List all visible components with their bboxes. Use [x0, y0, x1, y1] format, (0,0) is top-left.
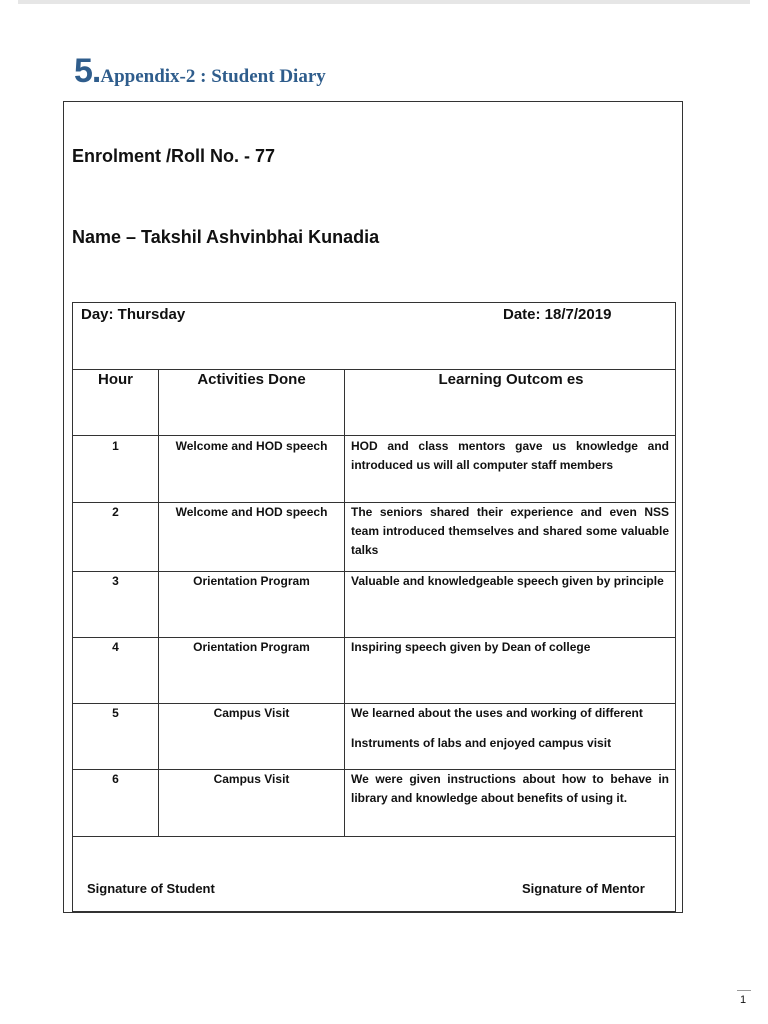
student-name-field: Name – Takshil Ashvinbhai Kunadia: [72, 227, 380, 247]
activity-cell: Welcome and HOD speech: [175, 505, 328, 519]
outcome-cell: We learned about the uses and working of different: [351, 706, 643, 720]
hour-cell: 2: [112, 505, 119, 519]
outcome-cell: The seniors shared their experience and even NSS team introduced themselves and shared some valuable talks: [351, 505, 669, 557]
hour-header: Hour: [98, 371, 133, 388]
activity-cell: Orientation Program: [193, 574, 310, 588]
section-title: Appendix-2 : Student Diary: [100, 66, 326, 87]
row-divider: [73, 836, 675, 837]
outcomes-header: Learning Outcom es: [438, 371, 584, 388]
outcome-cell: HOD and class mentors gave us knowledge and introduced us will all computer staff members: [351, 439, 669, 472]
page-top-border: [18, 0, 750, 4]
outcome-cell: Valuable and knowledgeable speech given by principle: [351, 574, 664, 588]
row-divider: [73, 369, 675, 370]
day-label: Day: Thursday: [81, 306, 186, 323]
date-label: Date: 18/7/2019: [503, 306, 612, 323]
hour-cell: 3: [112, 574, 119, 588]
hour-cell: 5: [112, 706, 119, 720]
student-signature-label: Signature of Student: [87, 881, 215, 896]
hour-cell: 6: [112, 772, 119, 786]
activity-cell: Orientation Program: [193, 640, 310, 654]
enrolment-field: Enrolment /Roll No. - 77: [72, 146, 276, 166]
outcome-cell: We were given instructions about how to behave in library and knowledge about benefits of using it.: [351, 772, 669, 805]
section-number: 5.: [74, 52, 101, 90]
activity-cell: Campus Visit: [213, 706, 290, 720]
activities-header: Activities Done: [197, 371, 306, 388]
diary-table: [72, 302, 676, 912]
hour-cell: 1: [112, 439, 119, 453]
outcome-cell-line2: Instruments of labs and enjoyed campus visit: [351, 736, 612, 750]
hour-cell: 4: [112, 640, 119, 654]
outcome-cell: Inspiring speech given by Dean of college: [351, 640, 591, 654]
row-divider: [73, 435, 675, 436]
activity-cell: Welcome and HOD speech: [175, 439, 328, 453]
page-number: 1: [740, 994, 747, 1006]
column-divider: [344, 369, 345, 836]
activity-cell: Campus Visit: [213, 772, 290, 786]
section-heading: [74, 52, 326, 91]
page-number-rule: [737, 990, 751, 991]
mentor-signature-label: Signature of Mentor: [522, 881, 645, 896]
